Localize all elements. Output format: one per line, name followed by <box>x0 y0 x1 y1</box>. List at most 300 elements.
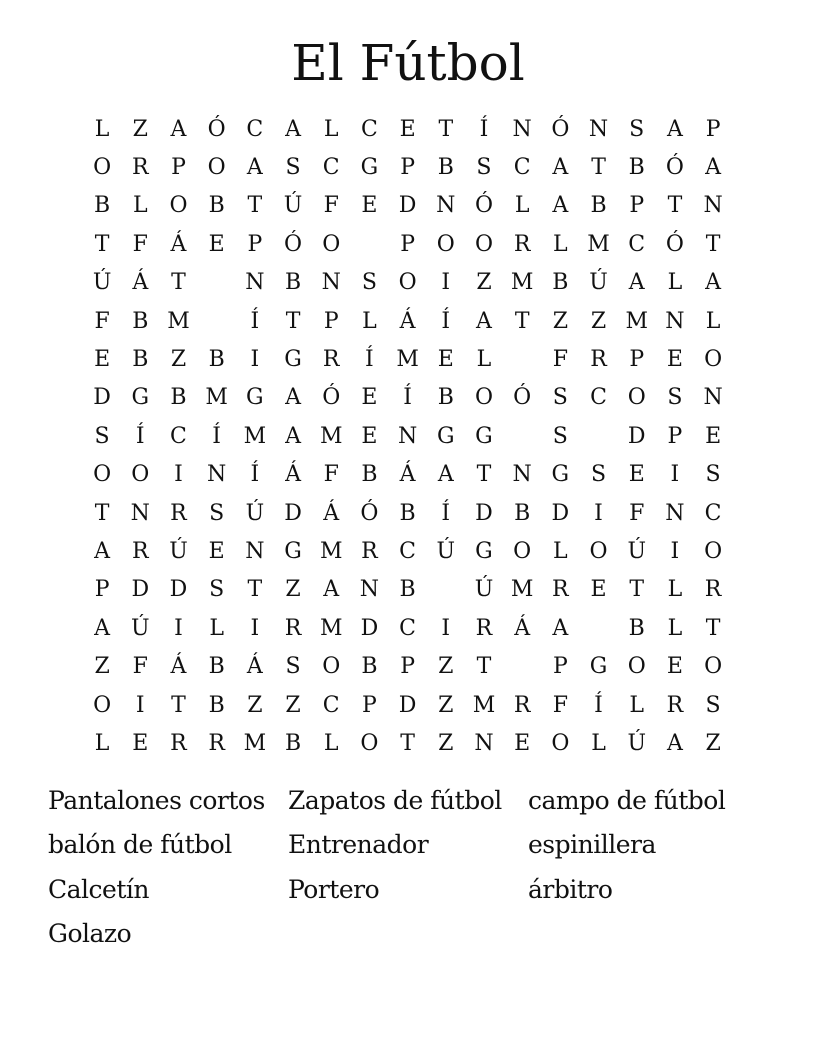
grid-letter: B <box>208 692 225 718</box>
grid-letter: T <box>514 308 530 334</box>
word-search-grid <box>83 110 733 763</box>
grid-letter: Ó <box>665 155 684 181</box>
grid-letter: Á <box>132 270 149 296</box>
grid-letter: S <box>629 116 645 142</box>
grid-letter: D <box>627 423 646 449</box>
word-list-item: Zapatos de fútbol <box>288 785 502 815</box>
grid-letter: L <box>323 730 339 756</box>
grid-letter: A <box>666 730 683 756</box>
grid-row <box>83 340 733 378</box>
grid-letter: B <box>514 500 531 526</box>
word-list-item: Portero <box>288 874 380 904</box>
grid-letter: L <box>94 116 110 142</box>
grid-letter: A <box>285 423 301 449</box>
grid-row <box>83 456 733 494</box>
grid-letter: B <box>361 462 378 488</box>
grid-letter: T <box>247 193 263 219</box>
grid-letter: O <box>360 730 379 756</box>
grid-letter: C <box>513 155 531 181</box>
grid-letter: A <box>552 193 569 219</box>
grid-letter: N <box>245 538 265 564</box>
grid-letter: O <box>704 347 723 373</box>
grid-letter: O <box>93 692 112 718</box>
grid-letter: O <box>436 231 455 257</box>
grid-letter: P <box>323 308 339 334</box>
grid-letter: R <box>590 347 607 373</box>
grid-letter: R <box>513 692 531 718</box>
grid-letter: E <box>705 423 722 449</box>
grid-letter: R <box>131 538 149 564</box>
grid-letter: A <box>628 270 645 296</box>
grid-letter: E <box>628 462 645 488</box>
grid-letter: I <box>250 347 260 373</box>
grid-letter: R <box>131 155 149 181</box>
grid-letter: M <box>510 270 534 296</box>
grid-letter: E <box>361 423 378 449</box>
grid-letter: Z <box>438 654 454 680</box>
grid-letter: Z <box>552 308 568 334</box>
grid-letter: I <box>174 615 183 641</box>
grid-letter: S <box>667 385 683 411</box>
grid-letter: B <box>361 654 378 680</box>
grid-letter: I <box>174 462 183 488</box>
grid-letter: E <box>590 577 607 603</box>
grid-letter: B <box>94 193 111 219</box>
grid-letter: R <box>475 615 493 641</box>
grid-letter: O <box>704 654 723 680</box>
grid-letter: P <box>552 654 568 680</box>
grid-letter: Á <box>323 500 340 526</box>
grid-letter: B <box>284 730 302 756</box>
grid-letter: A <box>285 385 301 411</box>
grid-letter: M <box>319 423 343 449</box>
word-list-item: Entrenador <box>288 830 429 860</box>
grid-letter: Z <box>285 577 301 603</box>
grid-letter: N <box>207 462 227 488</box>
grid-letter: Í <box>212 423 221 449</box>
grid-letter: A <box>666 116 683 142</box>
grid-letter: I <box>441 270 451 296</box>
grid-row <box>83 417 733 455</box>
grid-letter: S <box>705 462 721 488</box>
grid-letter: L <box>362 308 377 334</box>
grid-letter: L <box>476 347 492 373</box>
grid-letter: M <box>472 692 496 718</box>
grid-letter: M <box>167 308 190 334</box>
grid-letter: Í <box>594 692 603 718</box>
grid-letter: F <box>629 500 645 526</box>
grid-letter: S <box>209 500 225 526</box>
word-list-item: campo de fútbol <box>528 785 726 815</box>
grid-row <box>83 571 733 609</box>
grid-letter: L <box>667 577 683 603</box>
grid-letter: E <box>208 231 225 257</box>
grid-letter: O <box>169 193 188 219</box>
grid-row <box>83 225 733 263</box>
grid-letter: L <box>514 193 530 219</box>
grid-letter: R <box>552 577 569 603</box>
grid-letter: L <box>667 615 683 641</box>
grid-letter: M <box>243 423 267 449</box>
grid-letter: B <box>437 385 454 411</box>
grid-letter: T <box>629 577 645 603</box>
grid-letter: A <box>476 308 492 334</box>
grid-letter: T <box>400 730 415 756</box>
grid-letter: Í <box>479 116 489 142</box>
grid-letter: C <box>590 385 607 411</box>
grid-letter: R <box>208 730 225 756</box>
grid-row <box>83 302 733 340</box>
grid-letter: R <box>361 538 378 564</box>
grid-letter: Í <box>250 462 260 488</box>
grid-row <box>83 379 733 417</box>
grid-letter: N <box>703 193 723 219</box>
grid-row <box>83 187 733 225</box>
grid-letter: O <box>589 538 608 564</box>
grid-letter: B <box>437 155 454 181</box>
grid-letter: G <box>284 538 302 564</box>
grid-letter: M <box>319 615 343 641</box>
grid-letter: S <box>94 423 110 449</box>
grid-letter: E <box>94 347 111 373</box>
grid-letter: T <box>667 193 683 219</box>
grid-letter: T <box>705 615 721 641</box>
grid-letter: S <box>285 654 301 680</box>
grid-letter: L <box>629 692 645 718</box>
grid-letter: Ó <box>322 385 341 411</box>
grid-letter: D <box>398 193 417 219</box>
grid-row <box>83 148 733 186</box>
word-list-item: Pantalones cortos <box>48 785 265 815</box>
grid-letter: B <box>170 385 187 411</box>
grid-letter: B <box>399 577 416 603</box>
grid-letter: B <box>208 654 225 680</box>
grid-letter: Z <box>438 692 454 718</box>
grid-letter: C <box>399 615 417 641</box>
grid-letter: N <box>245 270 265 296</box>
grid-letter: C <box>628 231 646 257</box>
grid-letter: N <box>474 730 494 756</box>
grid-letter: D <box>169 577 188 603</box>
grid-letter: Ó <box>551 116 570 142</box>
grid-row <box>83 686 733 724</box>
grid-letter: M <box>510 577 534 603</box>
grid-letter: Z <box>247 692 263 718</box>
grid-letter: C <box>322 692 340 718</box>
grid-letter: Ú <box>131 615 150 641</box>
grid-letter: O <box>131 462 150 488</box>
grid-letter: I <box>670 538 680 564</box>
grid-row <box>83 494 733 532</box>
grid-letter: F <box>323 462 339 488</box>
grid-letter: O <box>513 538 532 564</box>
grid-letter: E <box>514 730 531 756</box>
grid-letter: Z <box>285 692 301 718</box>
grid-letter: R <box>170 500 187 526</box>
grid-letter: G <box>475 423 493 449</box>
grid-letter: G <box>131 385 150 411</box>
grid-letter: S <box>476 155 492 181</box>
grid-letter: P <box>400 231 415 257</box>
grid-letter: Ú <box>169 538 188 564</box>
grid-letter: L <box>323 116 339 142</box>
grid-letter: I <box>441 615 451 641</box>
grid-letter: F <box>552 347 568 373</box>
grid-letter: Ú <box>627 730 646 756</box>
grid-letter: L <box>553 538 568 564</box>
grid-letter: T <box>476 462 492 488</box>
grid-letter: P <box>400 155 415 181</box>
grid-letter: Í <box>441 308 451 334</box>
grid-letter: T <box>247 577 263 603</box>
grid-letter: M <box>319 538 343 564</box>
grid-letter: O <box>474 385 493 411</box>
grid-row <box>83 647 733 685</box>
word-list-row <box>48 778 768 823</box>
grid-letter: D <box>360 615 379 641</box>
word-list-item: Calcetín <box>48 874 149 904</box>
grid-letter: N <box>588 116 609 142</box>
grid-letter: S <box>285 155 301 181</box>
grid-letter: Á <box>399 462 416 488</box>
grid-letter: Ó <box>284 231 303 257</box>
grid-letter: E <box>361 193 378 219</box>
grid-letter: I <box>250 615 260 641</box>
grid-letter: F <box>132 654 148 680</box>
grid-letter: Z <box>590 308 607 334</box>
grid-letter: D <box>284 500 302 526</box>
grid-letter: Ú <box>436 538 456 564</box>
grid-letter: A <box>94 615 111 641</box>
grid-letter: T <box>476 654 492 680</box>
word-list-item: árbitro <box>528 874 613 904</box>
grid-letter: C <box>704 500 722 526</box>
grid-letter: Ó <box>513 385 532 411</box>
grid-letter: O <box>627 385 646 411</box>
grid-letter: E <box>666 654 683 680</box>
grid-letter: M <box>205 385 228 411</box>
grid-letter: L <box>209 615 224 641</box>
grid-letter: E <box>666 347 683 373</box>
grid-letter: G <box>246 385 264 411</box>
grid-letter: Í <box>365 347 374 373</box>
grid-letter: Ú <box>245 500 265 526</box>
grid-letter: L <box>705 308 721 334</box>
grid-letter: C <box>399 538 417 564</box>
grid-letter: B <box>284 270 302 296</box>
grid-letter: L <box>553 231 568 257</box>
grid-letter: Z <box>476 270 492 296</box>
grid-letter: G <box>284 347 302 373</box>
grid-letter: P <box>171 155 186 181</box>
grid-letter: Ú <box>92 270 112 296</box>
word-list-row <box>48 867 768 912</box>
grid-letter: A <box>552 155 569 181</box>
grid-letter: M <box>587 231 610 257</box>
grid-letter: Ú <box>474 577 494 603</box>
grid-letter: O <box>627 654 646 680</box>
grid-letter: T <box>591 155 606 181</box>
grid-letter: M <box>243 730 267 756</box>
word-list-row <box>48 823 768 868</box>
grid-letter: B <box>132 308 149 334</box>
grid-letter: S <box>552 423 568 449</box>
grid-letter: I <box>594 500 603 526</box>
grid-letter: L <box>667 270 683 296</box>
grid-letter: Í <box>135 423 145 449</box>
grid-letter: Á <box>246 654 263 680</box>
grid-letter: L <box>132 193 148 219</box>
grid-letter: I <box>670 462 680 488</box>
grid-letter: N <box>130 500 150 526</box>
grid-letter: P <box>94 577 110 603</box>
grid-letter: C <box>246 116 264 142</box>
grid-letter: T <box>438 116 454 142</box>
word-list-item: espinillera <box>528 830 656 860</box>
grid-row <box>83 532 733 570</box>
grid-letter: B <box>399 500 416 526</box>
grid-letter: P <box>629 347 645 373</box>
grid-letter: S <box>705 692 721 718</box>
grid-letter: O <box>474 231 493 257</box>
grid-letter: Ó <box>665 231 684 257</box>
grid-letter: E <box>208 538 225 564</box>
grid-letter: O <box>398 270 417 296</box>
grid-letter: Z <box>438 730 454 756</box>
word-list-item: Golazo <box>48 919 132 949</box>
grid-letter: Ó <box>207 116 226 142</box>
grid-letter: N <box>397 423 418 449</box>
grid-letter: F <box>94 308 110 334</box>
grid-letter: O <box>322 654 341 680</box>
grid-letter: S <box>590 462 607 488</box>
grid-letter: F <box>552 692 568 718</box>
grid-letter: G <box>589 654 608 680</box>
grid-letter: Á <box>285 462 301 488</box>
grid-letter: A <box>323 577 340 603</box>
grid-letter: Á <box>170 654 187 680</box>
grid-letter: T <box>285 308 301 334</box>
grid-letter: E <box>132 730 149 756</box>
word-list <box>48 778 768 956</box>
grid-letter: P <box>362 692 377 718</box>
grid-letter: O <box>93 155 112 181</box>
grid-letter: Z <box>132 116 148 142</box>
grid-letter: Ú <box>589 270 608 296</box>
grid-letter: Z <box>94 654 110 680</box>
grid-letter: Ó <box>474 193 493 219</box>
grid-letter: B <box>552 270 569 296</box>
grid-letter: Í <box>250 308 260 334</box>
grid-letter: N <box>436 193 456 219</box>
grid-letter: B <box>590 193 607 219</box>
grid-letter: T <box>171 692 186 718</box>
grid-letter: T <box>94 231 110 257</box>
grid-letter: L <box>94 730 110 756</box>
grid-letter: O <box>704 538 723 564</box>
grid-letter: A <box>552 615 569 641</box>
grid-letter: P <box>247 231 263 257</box>
grid-letter: A <box>437 462 454 488</box>
grid-letter: D <box>475 500 493 526</box>
grid-letter: Ó <box>360 500 379 526</box>
grid-letter: E <box>399 116 416 142</box>
grid-letter: O <box>551 730 570 756</box>
grid-letter: D <box>131 577 150 603</box>
grid-letter: O <box>207 155 226 181</box>
grid-letter: S <box>361 270 377 296</box>
grid-letter: Í <box>403 385 412 411</box>
grid-letter: N <box>512 462 532 488</box>
grid-letter: Ú <box>283 193 303 219</box>
grid-row <box>83 724 733 762</box>
grid-letter: C <box>360 116 378 142</box>
grid-letter: P <box>629 193 645 219</box>
grid-letter: Á <box>514 615 531 641</box>
grid-letter: O <box>322 231 341 257</box>
grid-letter: G <box>551 462 570 488</box>
grid-letter: D <box>398 692 417 718</box>
grid-letter: T <box>94 500 110 526</box>
grid-letter: T <box>171 270 186 296</box>
grid-letter: F <box>132 231 148 257</box>
grid-letter: A <box>285 116 301 142</box>
grid-letter: P <box>667 423 683 449</box>
grid-row <box>83 609 733 647</box>
grid-letter: F <box>323 193 339 219</box>
word-list-row <box>48 912 768 957</box>
grid-letter: N <box>321 270 341 296</box>
grid-letter: C <box>322 155 340 181</box>
grid-letter: A <box>705 270 722 296</box>
grid-letter: B <box>208 347 225 373</box>
grid-letter: G <box>436 423 455 449</box>
grid-letter: Í <box>441 500 451 526</box>
grid-letter: E <box>361 385 378 411</box>
grid-letter: I <box>135 692 145 718</box>
grid-letter: O <box>93 462 112 488</box>
grid-letter: B <box>208 193 225 219</box>
grid-letter: N <box>665 500 685 526</box>
grid-row <box>83 264 733 302</box>
grid-letter: N <box>512 116 532 142</box>
grid-letter: P <box>705 116 721 142</box>
grid-letter: A <box>246 155 263 181</box>
grid-letter: S <box>552 385 568 411</box>
grid-letter: R <box>284 615 302 641</box>
word-list-item: balón de fútbol <box>48 830 232 860</box>
grid-letter: B <box>132 347 149 373</box>
grid-letter: B <box>628 615 645 641</box>
grid-row <box>83 110 733 148</box>
grid-letter: R <box>666 692 684 718</box>
grid-letter: N <box>359 577 380 603</box>
grid-letter: L <box>591 730 606 756</box>
grid-letter: N <box>665 308 685 334</box>
grid-letter: R <box>322 347 340 373</box>
grid-letter: A <box>94 538 111 564</box>
grid-letter: Á <box>399 308 416 334</box>
grid-letter: R <box>513 231 531 257</box>
grid-letter: B <box>628 155 645 181</box>
grid-letter: P <box>400 654 415 680</box>
grid-letter: Á <box>170 231 187 257</box>
grid-letter: R <box>170 730 187 756</box>
grid-letter: S <box>209 577 225 603</box>
grid-letter: N <box>703 385 723 411</box>
page-title: El Fútbol <box>291 34 525 92</box>
grid-letter: Ú <box>627 538 646 564</box>
